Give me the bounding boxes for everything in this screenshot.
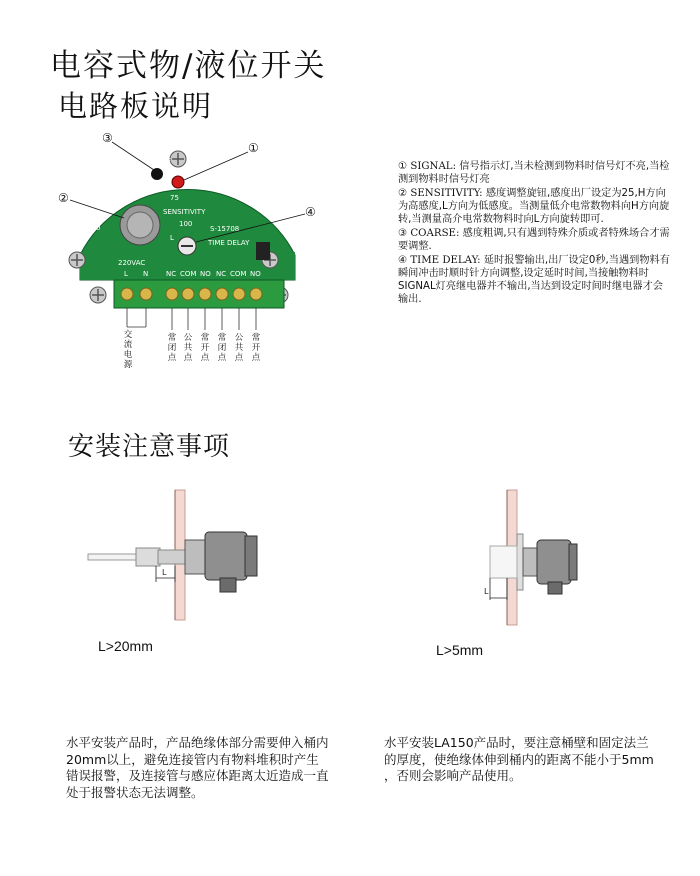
terminal-vertical-label: 公共点 xyxy=(183,333,193,363)
description-text: 感度调整旋钮,感度出厂设定为25,H方向为高感度,L方向为低感度。当测量低介电常数物料向H方向旋转,当测量高介电常数物料时向L方向旋转即可. xyxy=(398,188,670,225)
power-label: 220VAC xyxy=(118,259,146,267)
board-description-list xyxy=(398,160,673,307)
coarse-label: COARSE xyxy=(142,157,171,165)
description-key: COARSE: xyxy=(410,228,460,239)
dimension-label-left: L>20mm xyxy=(98,638,153,654)
dial-mark: 50 xyxy=(142,184,151,192)
dimension-label-right: L>5mm xyxy=(436,642,484,658)
model-code: S-15708 xyxy=(210,225,240,233)
description-mark: ① xyxy=(398,161,408,172)
dial-mark: 0 xyxy=(96,224,101,232)
terminal-vertical-label: 常开点 xyxy=(200,333,210,363)
description-mark: ② xyxy=(398,188,408,199)
terminal-label: NO xyxy=(250,270,261,278)
description-key: TIME DELAY: xyxy=(410,255,481,266)
description-key: SIGNAL: xyxy=(410,161,457,172)
description-text: 信号指示灯,当未检测到物料时信号灯不亮,当检测到物料时信号灯亮 xyxy=(398,161,670,185)
description-item xyxy=(398,227,673,253)
dimension-marker: L xyxy=(484,587,489,596)
description-mark: ④ xyxy=(398,255,408,266)
terminal-label: COM xyxy=(230,270,247,278)
dial-mark: 25 xyxy=(118,191,127,199)
description-item xyxy=(398,254,673,306)
terminal-label: NC xyxy=(216,270,227,278)
terminal-vertical-label: 常闭点 xyxy=(167,333,177,363)
install-diagram-right xyxy=(470,490,590,630)
install-section-title: 安装注意事项 xyxy=(68,432,231,462)
callout-1: ① xyxy=(248,141,259,155)
dimension-marker: L xyxy=(162,568,167,577)
description-text: 感度粗调,只有遇到特殊介质或者特殊场合才需要调整. xyxy=(398,228,670,252)
terminal-vertical-label: 常开点 xyxy=(251,333,261,363)
page-title: 电容式物/液位开关 xyxy=(50,48,327,84)
sensitivity-label: SENSITIVITY xyxy=(163,208,206,216)
dial-mark: L xyxy=(170,234,174,242)
terminal-vertical-label: 公共点 xyxy=(234,333,244,363)
description-item xyxy=(398,160,673,186)
description-mark: ③ xyxy=(398,228,408,239)
dial-mark: 75 xyxy=(170,194,179,202)
install-note-right: 水平安装LA150产品时，要注意桶壁和固定法兰的厚度，使绝缘体伸到桶内的距离不能小于5mm ，否则会影响产品使用。 xyxy=(384,735,654,783)
description-text: 延时报警输出,出厂设定0秒,当遇到物料有瞬间冲击时顺时针方向调整,设定延时时间,当接触物料时SIGNAL灯亮继电器并不输出,当达到设定时间时继电器才会输出. xyxy=(398,255,670,305)
signal-label: SIGNAL xyxy=(186,175,212,183)
description-key: SENSITIVITY: xyxy=(410,188,483,199)
install-note-left: 水平安装产品时，产品绝缘体部分需要伸入桶内20mm以上，避免连接管内有物料堆积时产生错误报警，及连接管与感应体距离太近造成一直处于报警状态无法调整。 xyxy=(66,735,329,800)
board-section-title: 电路板说明 xyxy=(58,89,214,123)
callout-2: ② xyxy=(58,191,69,205)
circuit-board-figure xyxy=(60,130,400,370)
terminal-label: NC xyxy=(166,270,177,278)
terminal-vertical-label: 常闭点 xyxy=(217,333,227,363)
time-delay-label: TIME DELAY xyxy=(208,239,250,247)
terminal-vertical-label: 交流电源 xyxy=(123,330,133,370)
terminal-label: L xyxy=(124,270,128,278)
dial-mark: 100 xyxy=(179,220,193,228)
install-diagram-left xyxy=(80,490,290,630)
description-item xyxy=(398,187,673,226)
terminal-label: COM xyxy=(180,270,197,278)
terminal-label: NO xyxy=(200,270,211,278)
dial-mark: H xyxy=(104,212,110,220)
callout-3: ③ xyxy=(102,131,113,145)
callout-4: ④ xyxy=(305,205,316,219)
terminal-label: N xyxy=(143,270,149,278)
